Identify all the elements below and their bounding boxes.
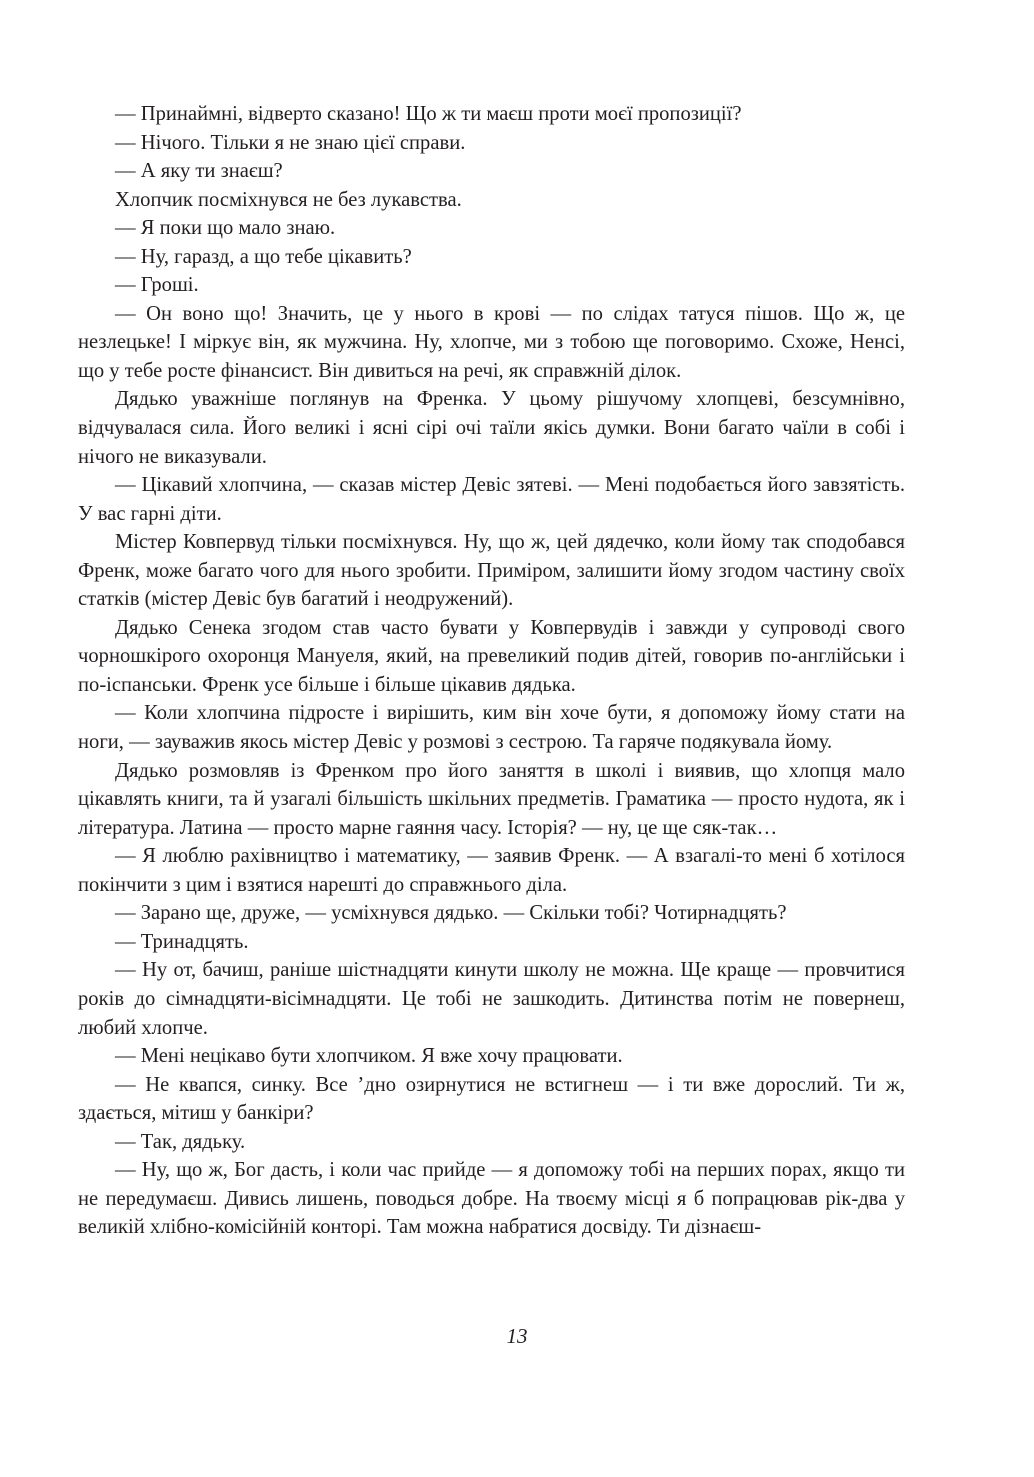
paragraph-22: — Ну, що ж, Бог дасть, і коли час прийде — я допоможу тобі на перших порах, якщо ти не передумаєш. Дивись лишень, поводься добре. На твоєму місці я б попрацював рік-два у великій хлібно-комісійній конторі. Там можна набратися досвіду. Ти дізнаєш- xyxy=(78,1159,905,1239)
paragraph-10: — Цікавий хлопчина, — сказав містер Девіс зятеві. — Мені подобається його завзятість. У вас гарні діти. xyxy=(78,474,905,525)
paragraph-15: — Я люблю рахівництво і математику, — заявив Френк. — А взагалі-то мені б хотілося покінчити з цим і взятися нарешті до справжнього діла. xyxy=(78,845,905,896)
paragraph-6: — Ну, гаразд, а що тебе цікавить? xyxy=(115,245,412,268)
paragraph-5: — Я поки що мало знаю. xyxy=(115,217,336,240)
body-text xyxy=(78,100,905,1242)
page-number: 13 xyxy=(506,1324,528,1348)
paragraph-17: — Тринадцять. xyxy=(115,930,249,953)
paragraph-14: Дядько розмовляв із Френком про його заняття в школі і виявив, що хлопця мало цікавлять книги, та й узагалі більшість шкільних предметів. Граматика — просто нудота, як і література. Латина — просто марне гаяння часу. Історія? — ну, це ще сяк-так… xyxy=(78,759,905,839)
paragraph-16: — Зарано ще, друже, — усміхнувся дядько. — Скільки тобі? Чотирнадцять? xyxy=(115,902,787,925)
paragraph-1: — Принаймні, відверто сказано! Що ж ти маєш проти моєї пропозиції? xyxy=(115,103,742,125)
paragraph-4: Хлопчик посміхнувся не без лукавства. xyxy=(115,188,462,211)
paragraph-18: — Ну от, бачиш, раніше шістнадцяти кинути школу не можна. Ще краще — провчитися років до сімнадцяти-вісімнадцяти. Це тобі не зашкодить. Дитинства потім не повернеш, любий хлопче. xyxy=(78,959,905,1039)
paragraph-7: — Гроші. xyxy=(115,274,199,297)
paragraph-8: — Он воно що! Значить, це у нього в крові — по слідах татуся пішов. Що ж, це незлецьке! І міркує він, як мужчина. Ну, хлопче, ми з тобою ще поговоримо. Схоже, Ненсі, що у тебе росте фінансист. Він дивиться на речі, як справжній ділок. xyxy=(78,302,905,382)
paragraph-3: — А яку ти знаєш? xyxy=(115,160,283,183)
paragraph-9: Дядько уважніше поглянув на Френка. У цьому рішучому хлопцеві, безсумнівно, відчувалася сила. Його великі і ясні сірі очі таїли якісь думки. Вони багато чаїли в собі і нічого не виказували. xyxy=(78,388,905,468)
paragraph-19: — Мені нецікаво бути хлопчиком. Я вже хочу працювати. xyxy=(115,1045,623,1068)
paragraph-13: — Коли хлопчина підросте і вирішить, ким він хоче бути, я допоможу йому стати на ноги, — зауважив якось містер Девіс у розмові з сестрою. Та гаряче подякувала йому. xyxy=(78,702,905,754)
paragraph-11: Містер Ковпервуд тільки посміхнувся. Ну, що ж, цей дядечко, коли йому так сподобався Френк, може багато чого для нього зробити. Приміром, залишити йому згодом частину своїх статків (містер Девіс був багатий і неодружений). xyxy=(78,531,905,611)
paragraph-12: Дядько Сенека згодом став часто бувати у Ковпервудів і завжди у супроводі свого чорношкірого охоронця Мануеля, який, на превеликий подив дітей, говорив по-англійськи і по-іспанськи. Френк усе більше і більше цікавив дядька. xyxy=(78,616,905,696)
paragraph-2: — Нічого. Тільки я не знаю цієї справи. xyxy=(115,131,466,154)
paragraph-21: — Так, дядьку. xyxy=(115,1130,246,1153)
paragraph-20: — Не квапся, синку. Все ’дно озирнутися не встигнеш — і ти вже дорослий. Ти ж, здається, мітиш у банкіри? xyxy=(78,1073,905,1125)
